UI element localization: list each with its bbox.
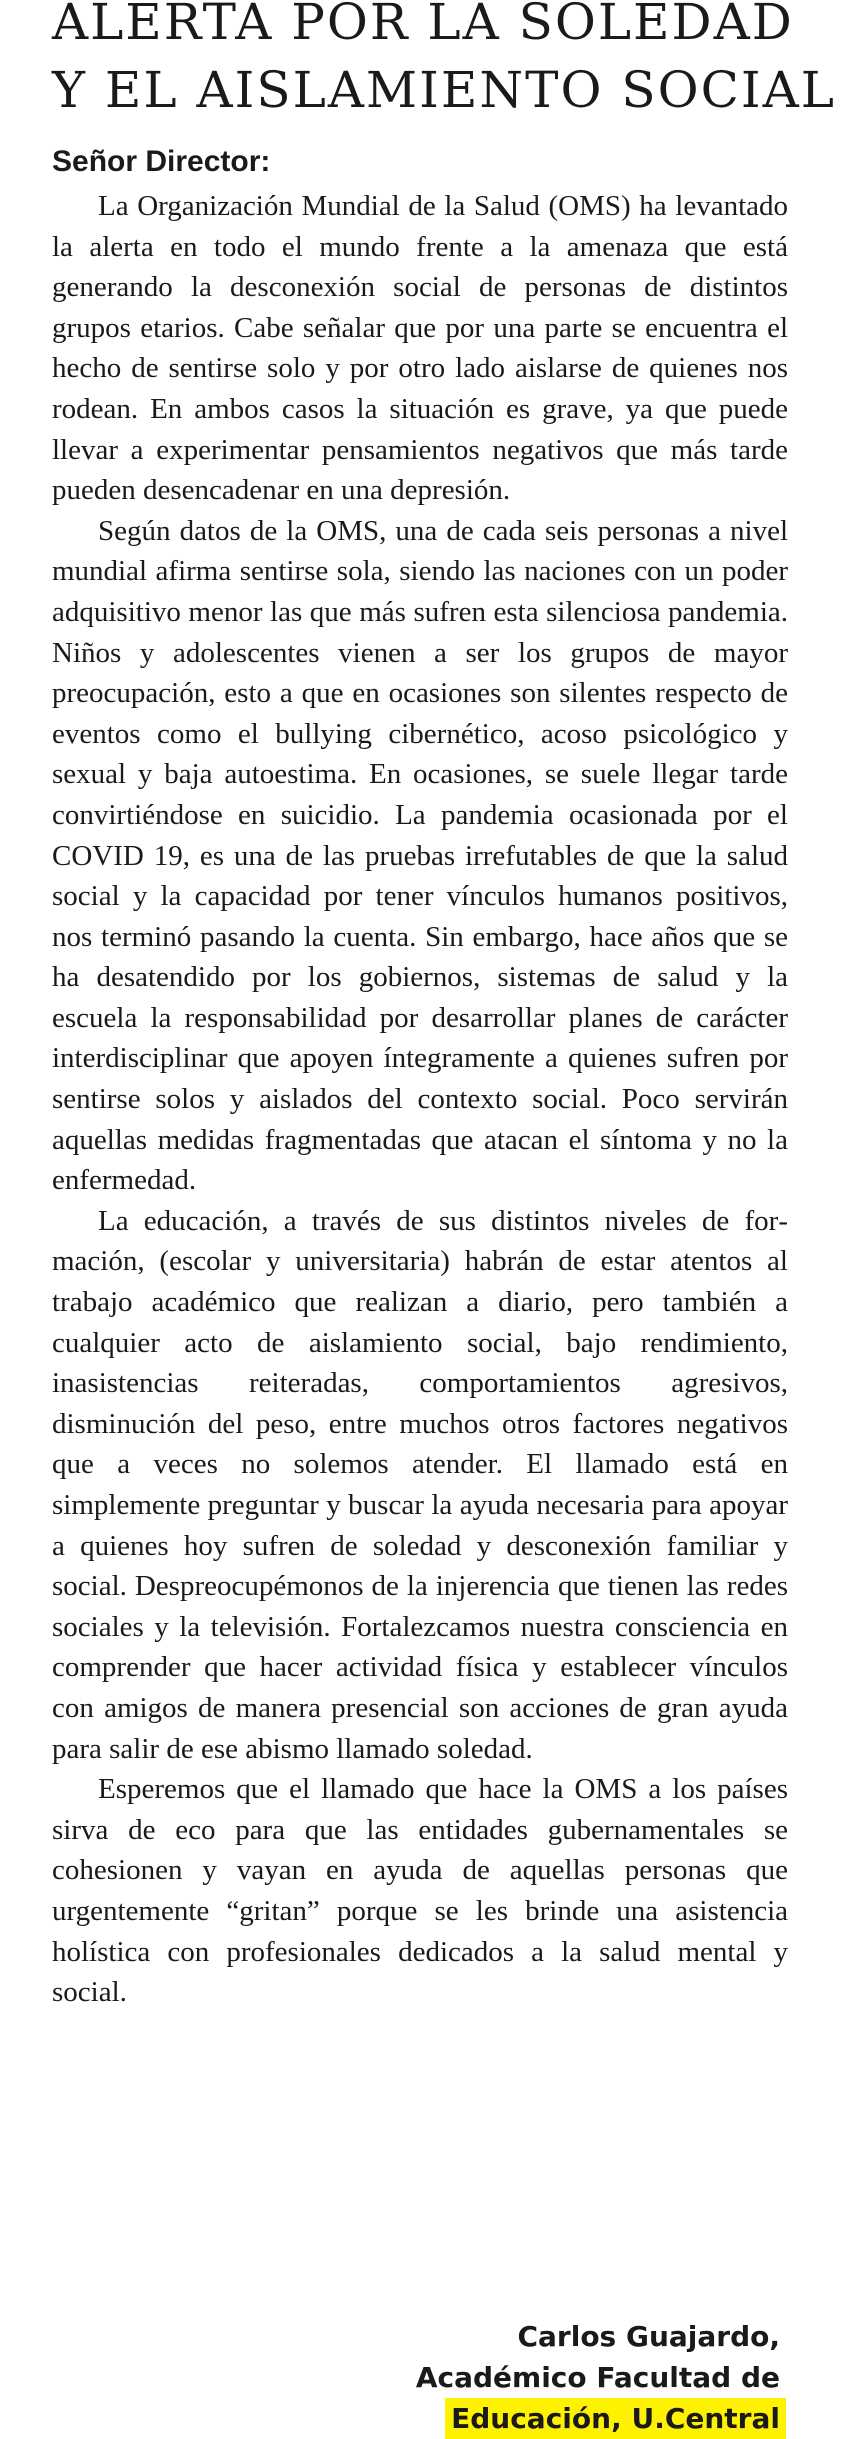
paragraph-4: Esperemos que el llamado que hace la OMS a los países sirva de eco para que las entidades gubernamentales se cohesionen y vayan en ayuda de aquellas personas que urgentemente “gritan” porque se les brinde una asistencia holística con profesionales dedicados a la salud mental y social.: [52, 1773, 788, 2009]
signature-name: Carlos Guajardo,: [517, 2320, 780, 2353]
article-title: [52, 0, 852, 124]
signature-affiliation: Educación, U.Central: [445, 2398, 786, 2439]
title-line-2: Y EL AISLAMIENTO SOCIAL: [52, 61, 836, 119]
letter-body: [52, 186, 788, 2013]
paragraph-2: Según datos de la OMS, una de cada seis personas a nivel mundial afirma sentirse sola, siendo las naciones con un poder adquisitivo menor las que más sufren esta silenciosa pandemia. Niños y adolescentes vienen a ser los grupos de mayor preocupación, esto a que en ocasiones son silentes respecto de eventos como el bullying cibernético, acoso psicológico y sexual y baja autoestima. En ocasiones, se suele llegar tarde convirtiéndose en suicidio. La pandemia ocasionada por el COVID 19, es una de las pruebas irrefutables de que la salud social y la capacidad por tener vínculos humanos positivos, nos terminó pasando la cuenta. Sin embargo, hace años que se ha desatendido por los gobiernos, sistemas de salud y la escuela la responsabilidad por desarrollar planes de carácter interdisciplinar que apoyen íntegramente a quienes sufren por sentirse solos y aislados del contexto social. Poco servirán aquellas medidas fragmentadas que atacan el síntoma y no la enfermedad.: [52, 514, 788, 1197]
signature-affiliation-wrap: [416, 2398, 780, 2439]
signature-block: [416, 2316, 780, 2439]
salutation: Señor Director:: [52, 145, 271, 178]
paragraph-1: La Organización Mundial de la Salud (OMS) ha levantado la alerta en todo el mundo frente a la amenaza que está generando la desconexión social de personas de distintos grupos etarios. Cabe señalar que por una parte se encuentra el hecho de sentirse solo y por otro lado aislarse de quienes nos rodean. En ambos casos la situación es grave, ya que puede llevar a experimentar pensamientos negativos que más tarde pueden desencadenar en una depresión.: [52, 190, 788, 507]
paragraph-3: La educación, a través de sus distintos niveles de formación, (escolar y universitaria) habrán de estar atentos al trabajo académico que realizan a diario, pero también a cualquier acto de aislamiento social, bajo rendimiento, inasistencias reiteradas, comportamientos agresivos, disminución del peso, entre muchos otros factores negativos que a veces no solemos atender. El llamado está en simplemente preguntar y buscar la ayuda necesaria para apoyar a quienes hoy sufren de soledad y desconexión familiar y social. Despreocupémonos de la injerencia que tienen las redes sociales y la televisión. Fortalezcamos nuestra consciencia en comprender que hacer actividad física y establecer vínculos con amigos de manera presencial son acciones de gran ayuda para salir de ese abismo llamado soledad.: [52, 1204, 788, 1765]
title-line-1: ALERTA POR LA SOLEDAD: [52, 0, 794, 51]
signature-role: Académico Facultad de: [415, 2361, 780, 2394]
